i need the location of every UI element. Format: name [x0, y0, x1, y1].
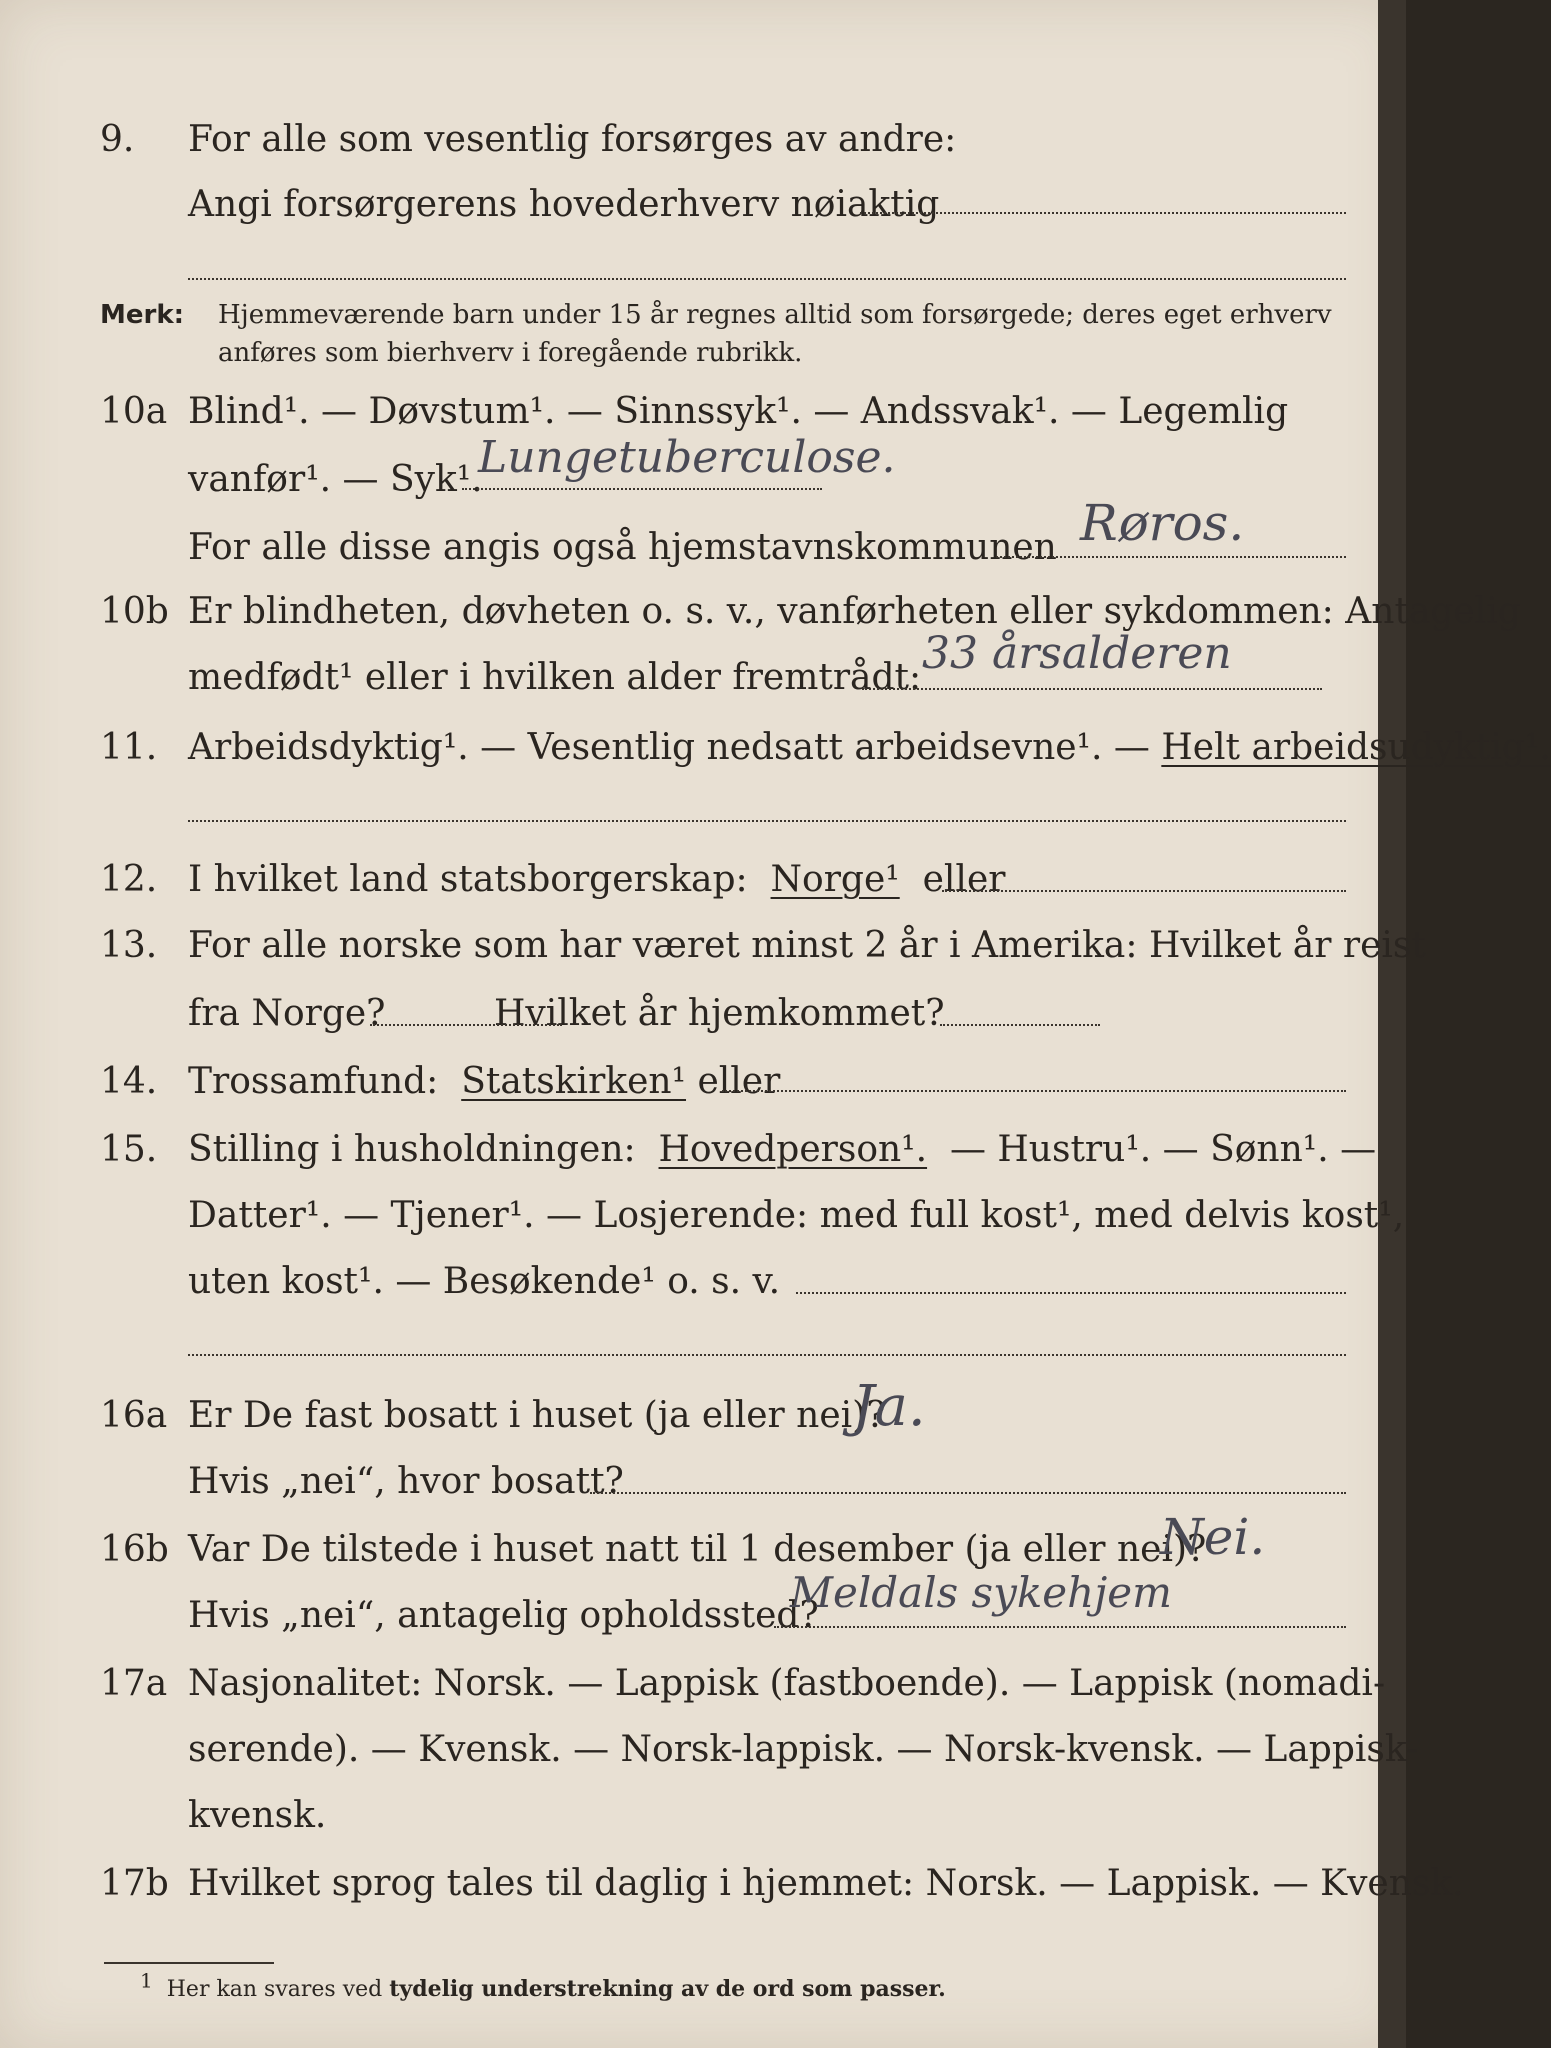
merk-label: Merk:: [100, 300, 185, 330]
q10b-text2: medfødt¹ eller i hvilken alder fremtrådt:: [188, 657, 922, 698]
q15-text: Stilling i husholdningen:: [188, 1129, 636, 1170]
footnote-rule: [104, 1962, 274, 1964]
q16a-text1: Er De fast bosatt i huset (ja eller nei)?: [188, 1395, 886, 1436]
q16b-handwritten-answer: Nei.: [1160, 1508, 1266, 1566]
q10a-text1: Blind¹. — Døvstum¹. — Sinnssyk¹. — Andssvak¹. — Legemlig: [188, 391, 1289, 432]
q9-answer-line2: [188, 278, 1346, 280]
q17b-text1: Hvilket sprog tales til daglig i hjemmet: Norsk. — Lappisk. — Kvensk.: [188, 1863, 1464, 1904]
q10b-number: 10b: [100, 591, 169, 632]
q17a-text2: serende). — Kvensk. — Norsk-lappisk. — Norsk-kvensk. — Lappisk-: [188, 1729, 1419, 1770]
q12-number: 12.: [100, 859, 158, 900]
q15-answer-line2: [188, 1354, 1346, 1356]
q17a-text3: kvensk.: [188, 1795, 327, 1836]
q12-underlined: Norge¹: [770, 859, 900, 900]
q16b-handwritten-sted: Meldals sykehjem: [790, 1568, 1172, 1617]
q11-number: 11.: [100, 727, 158, 768]
q12-text: I hvilket land statsborgerskap:: [188, 859, 748, 900]
q14-post: eller: [697, 1061, 781, 1102]
q16a-handwritten-answer: Ja.: [852, 1374, 926, 1439]
q12-answer-line: [942, 890, 1346, 892]
q15-answer-line: [796, 1292, 1346, 1294]
q10a-handwritten-syk: Lungetuberculose.: [478, 432, 896, 483]
q16a-answer-line: [590, 1492, 1346, 1494]
q10b-handwritten-alder: 33 årsalderen: [922, 628, 1232, 679]
merk-note: [100, 296, 184, 334]
q16a-text2: Hvis „nei“, hvor bosatt?: [188, 1461, 624, 1502]
q17b-number: 17b: [100, 1863, 169, 1904]
merk-text1: Hjemmeværende barn under 15 år regnes alltid som forsørgede; deres eget erhverv: [218, 300, 1332, 330]
q16b-answer-line: [774, 1626, 1346, 1628]
q15-number: 15.: [100, 1129, 158, 1170]
q11-underlined: Helt arbeidsudyktig¹.: [1161, 727, 1551, 768]
q13-hjemkommet-line: [940, 1024, 1100, 1026]
q11-text: Arbeidsdyktig¹. — Vesentlig nedsatt arbeidsevne¹. —: [188, 727, 1162, 768]
q9-number: 9.: [100, 119, 135, 160]
q10a-number: 10a: [100, 391, 168, 432]
q16b-number: 16b: [100, 1529, 169, 1570]
q14-answer-line: [722, 1090, 1346, 1092]
q10a-handwritten-kommune: Røros.: [1080, 494, 1245, 552]
q10a-syk-line: [462, 488, 822, 490]
q15-post: — Hustru¹. — Sønn¹. —: [949, 1129, 1377, 1170]
q12-post: eller: [922, 859, 1006, 900]
q10a-text2: vanfør¹. — Syk¹.: [188, 459, 483, 500]
footnote-mark: 1: [140, 1968, 153, 1993]
footnote-bold: tydelig understrekning av de ord som passer.: [389, 1976, 946, 2002]
q10a-text3: For alle disse angis også hjemstavnskommunen: [188, 527, 1057, 568]
q16b-text1: Var De tilstede i huset natt til 1 desember (ja eller nei)?: [188, 1529, 1207, 1570]
q13-text2b: Hvilket år hjemkommet?: [494, 993, 945, 1034]
q16a-number: 16a: [100, 1395, 168, 1436]
footnote-text: Her kan svares ved: [166, 1977, 390, 2002]
q15-text2: Datter¹. — Tjener¹. — Losjerende: med full kost¹, med delvis kost¹,: [188, 1195, 1405, 1236]
q10a-kommune-line: [996, 556, 1346, 558]
q9-text2: Angi forsørgerens hovederhverv nøiaktig: [188, 184, 940, 225]
q13-text1: For alle norske som har været minst 2 år i Amerika: Hvilket år reist: [188, 925, 1426, 966]
q11-answer-line: [188, 820, 1346, 822]
q16b-text2: Hvis „nei“, antagelig opholdssted?: [188, 1595, 819, 1636]
merk-text2: anføres som bierhverv i foregående rubrikk.: [218, 338, 803, 368]
q14-number: 14.: [100, 1061, 158, 1102]
q13-text2a: fra Norge?: [188, 993, 386, 1034]
q15-text3: uten kost¹. — Besøkende¹ o. s. v.: [188, 1261, 781, 1302]
q13-number: 13.: [100, 925, 158, 966]
q14-text: Trossamfund:: [188, 1061, 439, 1102]
q10b-text1: Er blindheten, døvheten o. s. v., vanførheten eller sykdommen: Antagelig: [188, 591, 1521, 632]
q17a-number: 17a: [100, 1663, 168, 1704]
q9-text1: For alle som vesentlig forsørges av andre:: [188, 119, 957, 160]
q10b-alder-line: [862, 688, 1322, 690]
q17a-text1: Nasjonalitet: Norsk. — Lappisk (fastboende). — Lappisk (nomadi-: [188, 1663, 1386, 1704]
q13-reist-line: [370, 1024, 562, 1026]
q15-underlined: Hovedperson¹.: [658, 1129, 928, 1170]
footnote: [140, 1968, 946, 2002]
q9-answer-line: [860, 212, 1346, 214]
q14-underlined: Statskirken¹: [461, 1061, 687, 1102]
